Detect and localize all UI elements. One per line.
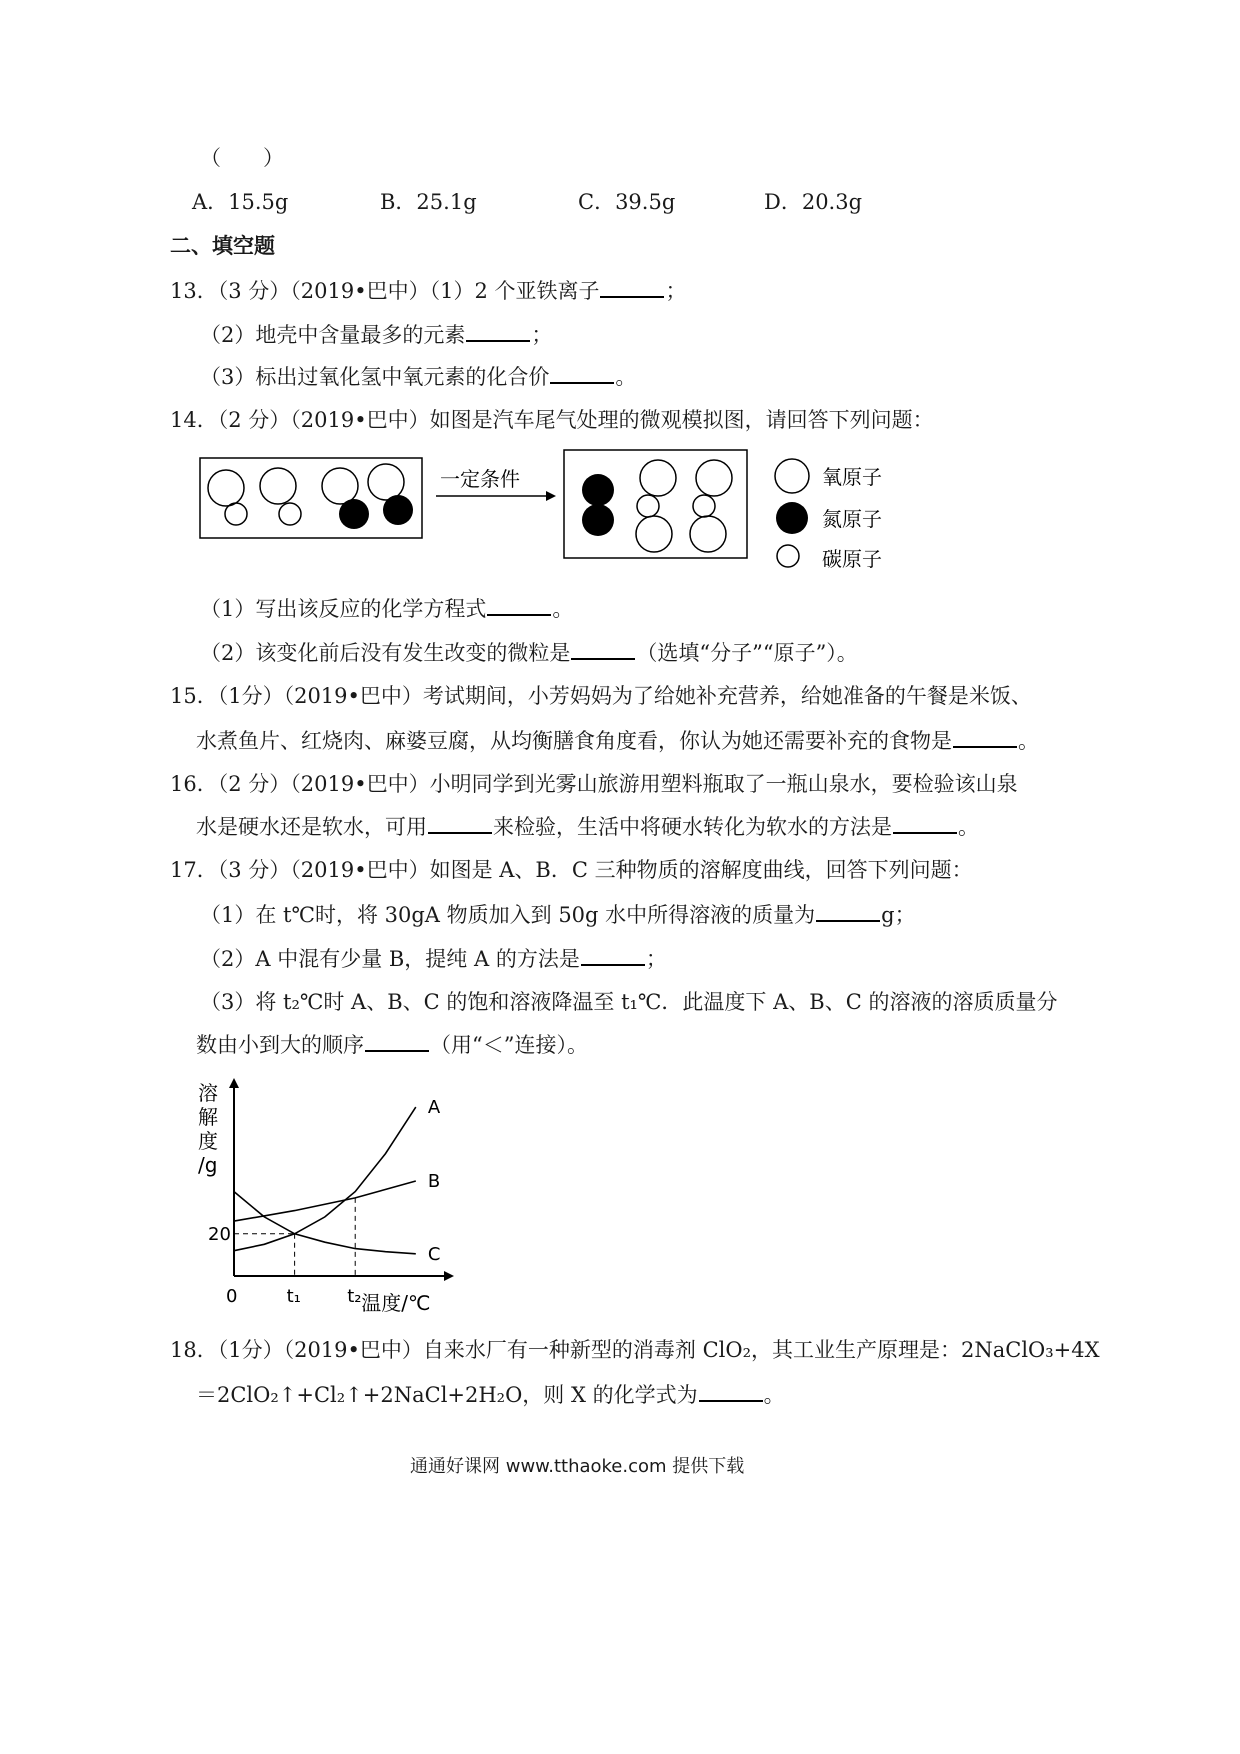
q12-option-a: A．15.5g (192, 190, 289, 214)
q16-line2: 水是硬水还是软水，可用 来检验，生活中将硬水转化为软水的方法是 。 (196, 812, 979, 841)
q16-line1: 16．（2 分）（2019•巴中）小明同学到光雾山旅游用塑料瓶取了一瓶山泉水，要检验该山泉 (170, 772, 1018, 796)
q14-stem: 14．（2 分）（2019•巴中）如图是汽车尾气处理的微观模拟图，请回答下列问题： (170, 408, 934, 432)
x-tick-label-t2: t₂ (347, 1286, 362, 1307)
x-tick-label-t1: t₁ (286, 1286, 301, 1307)
answer-blank[interactable] (466, 320, 530, 342)
y-axis-label: 溶 (198, 1081, 218, 1105)
series-label-b: B (427, 1171, 441, 1192)
y-axis-label: 解 (198, 1105, 218, 1129)
q17-stem: 17．（3 分）（2019•巴中）如图是 A、B．C 三种物质的溶解度曲线，回答下列问题： (170, 858, 973, 882)
q15-line2: 水煮鱼片、红烧肉、麻婆豆腐，从均衡膳食角度看，你认为她还需要补充的食物是 。 (196, 726, 1039, 755)
q17-part1: （1）在 t℃时，将 30gA 物质加入到 50g 水中所得溶液的质量为 g； (200, 900, 916, 929)
legend-nitrogen: 氮原子 (822, 507, 882, 531)
x-axis-arrow (444, 1271, 454, 1281)
q14-part2: （2）该变化前后没有发生改变的微粒是 （选填“分子”“原子”）。 (200, 638, 858, 667)
answer-blank[interactable] (581, 944, 645, 966)
arrow-label: 一定条件 (440, 467, 520, 491)
y-axis-arrow (229, 1078, 239, 1088)
legend-oxygen: 氧原子 (822, 465, 882, 489)
q17-part3-line2: 数由小到大的顺序 （用“＜”连接）。 (196, 1030, 588, 1059)
answer-blank[interactable] (550, 362, 614, 384)
answer-blank[interactable] (365, 1030, 429, 1052)
series-label-c: C (427, 1243, 441, 1265)
q15-line1: 15．（1分）（2019•巴中）考试期间，小芳妈妈为了给她补充营养，给她准备的午餐是米饭、 (170, 684, 1032, 708)
q17-part3-line1: （3）将 t₂℃时 A、B、C 的饱和溶液降温至 t₁℃．此温度下 A、B、C 的溶液的溶质质量分 (200, 990, 1058, 1014)
q14-part1: （1）写出该反应的化学方程式 。 (200, 594, 573, 623)
footer-source: 通通好课网 www.tthaoke.com 提供下载 (410, 1456, 745, 1477)
answer-blank[interactable] (487, 594, 551, 616)
answer-blank[interactable] (428, 812, 492, 834)
reactant-box (200, 458, 422, 538)
q12-option-c: C．39.5g (578, 190, 676, 214)
q12-option-b: B．25.1g (380, 190, 477, 214)
answer-blank[interactable] (699, 1380, 763, 1402)
q18-line2: ＝2ClO₂↑+Cl₂↑+2NaCl+2H₂O，则 X 的化学式为 。 (196, 1380, 785, 1409)
answer-blank[interactable] (893, 812, 957, 834)
q17-part2: （2）A 中混有少量 B，提纯 A 的方法是 ； (200, 944, 667, 973)
q18-line1: 18．（1分）（2019•巴中）自来水厂有一种新型的消毒剂 ClO₂，其工业生产原理是：2NaClO₃+4X (170, 1338, 1100, 1362)
y-axis-label: 度 (198, 1129, 218, 1153)
series-line-a (234, 1107, 416, 1251)
x-axis-label: 温度/℃ (361, 1291, 431, 1315)
section-title: 二、填空题 (170, 234, 275, 258)
q13-part2: （2）地壳中含量最多的元素 ； (200, 320, 552, 349)
q12-paren: （ ） (200, 146, 284, 170)
q12-option-d: D．20.3g (764, 190, 863, 214)
q13-part3: （3）标出过氧化氢中氧元素的化合价 。 (200, 362, 636, 391)
reaction-diagram (196, 448, 916, 588)
answer-blank[interactable] (953, 726, 1017, 748)
legend-carbon: 碳原子 (822, 547, 882, 571)
y-axis-label: /g (198, 1153, 218, 1177)
y-tick-label: 20 (208, 1223, 231, 1245)
q13-stem: 13．（3 分）（2019•巴中）（1）2 个亚铁离子 ； (170, 276, 686, 305)
series-label-a: A (427, 1097, 441, 1119)
answer-blank[interactable] (816, 900, 880, 922)
answer-blank[interactable] (571, 638, 635, 660)
origin-label: 0 (226, 1286, 238, 1307)
answer-blank[interactable] (600, 276, 664, 298)
solubility-chart (190, 1078, 460, 1318)
